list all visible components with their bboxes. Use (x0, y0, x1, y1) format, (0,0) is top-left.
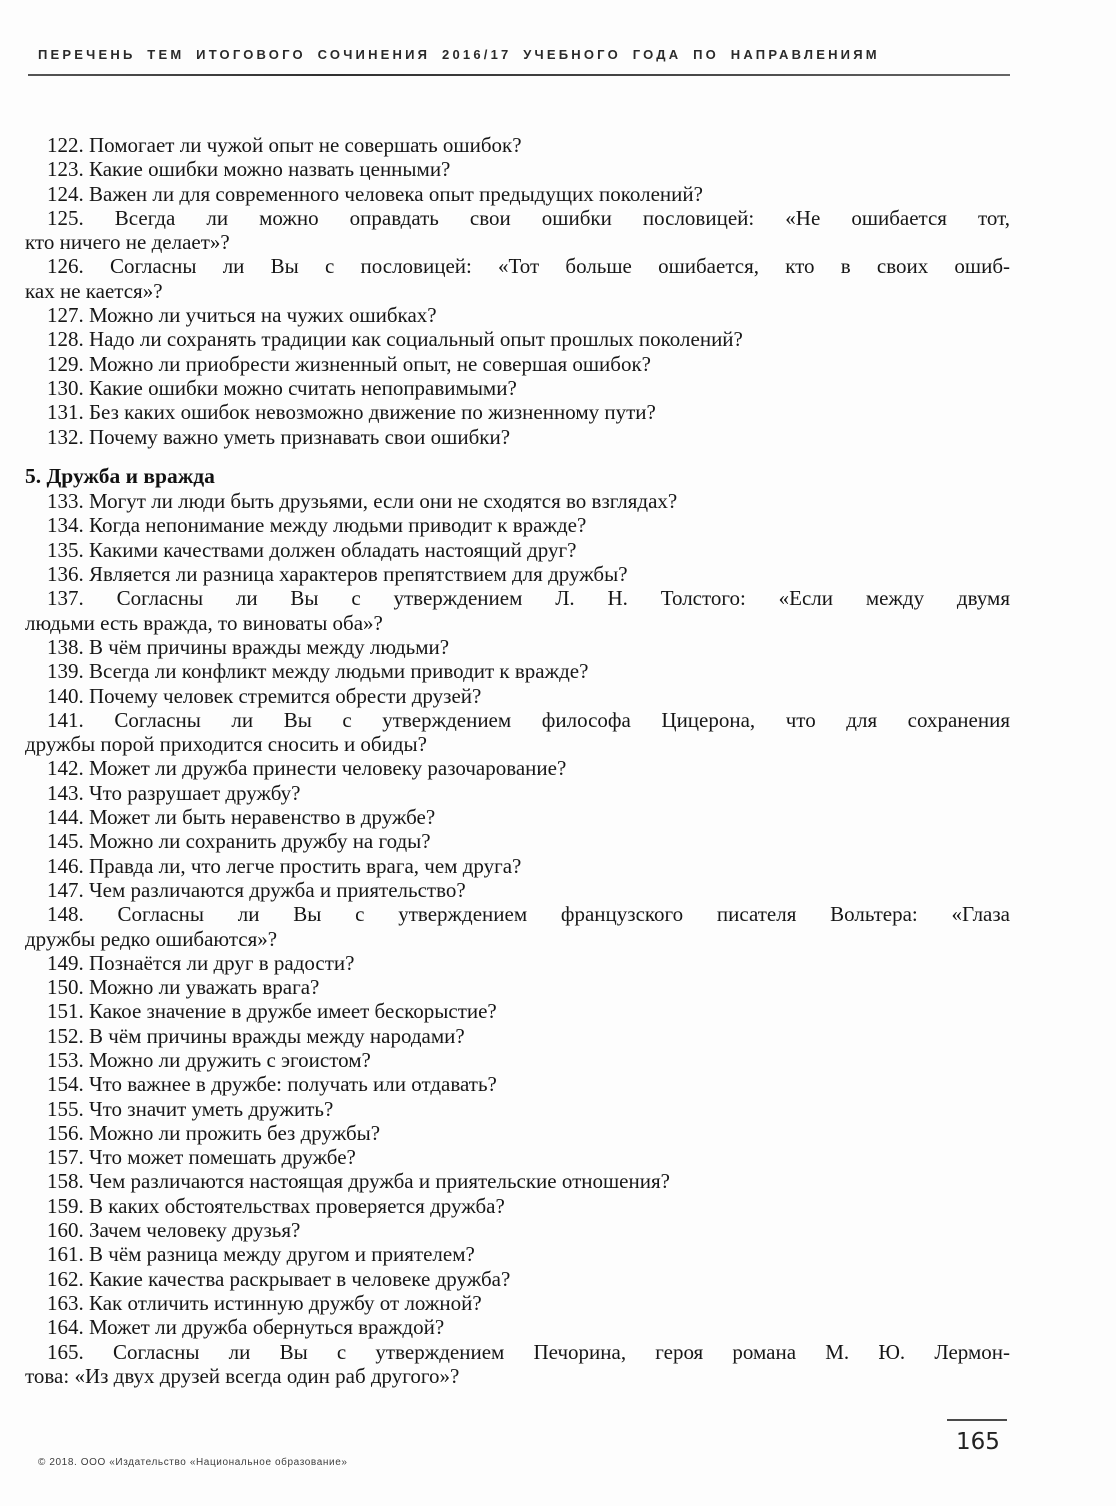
list-item-line: людьми есть вражда, то виноваты оба»? (25, 610, 383, 635)
list-item (25, 1340, 1010, 1389)
list-item (25, 1097, 1010, 1121)
list-item-line: 146. Правда ли, что легче простить врага, чем друга? (47, 853, 522, 878)
list-item (25, 878, 1010, 902)
list-item (25, 1169, 1010, 1193)
list-item-line: 140. Почему человек стремится обрести друзей? (47, 683, 482, 708)
list-item-line: 127. Можно ли учиться на чужих ошибках? (47, 303, 437, 328)
list-item (25, 562, 1010, 586)
list-item-line: 136. Является ли разница характеров препятствием для дружбы? (47, 562, 628, 587)
list-item (25, 352, 1010, 376)
list-item-line: кто ничего не делает»? (25, 230, 230, 255)
list-item (25, 1024, 1010, 1048)
list-item-line: 149. Познаётся ли друг в радости? (47, 950, 355, 975)
list-item-line: 153. Можно ли дружить с эгоистом? (47, 1047, 371, 1072)
list-item-line: 147. Чем различаются дружба и приятельство? (47, 877, 466, 902)
list-item-line: 129. Можно ли приобрести жизненный опыт, не совершая ошибок? (47, 351, 651, 376)
list-item-line: 155. Что значит уметь дружить? (47, 1096, 334, 1121)
list-item-line: 124. Важен ли для современного человека опыт предыдущих поколений? (47, 181, 703, 206)
list-item (25, 659, 1010, 683)
list-item (25, 1315, 1010, 1339)
list-item-line: ках не кается»? (25, 278, 163, 303)
list-item-line: 148. Согласны ли Вы с утверждением французского писателя Вольтера: «Глаза (47, 902, 1010, 927)
list-item (25, 1267, 1010, 1291)
list-item (25, 902, 1010, 951)
list-item (25, 1218, 1010, 1242)
topics-list (25, 133, 1010, 1388)
list-item (25, 781, 1010, 805)
list-item-line: 159. В каких обстоятельствах проверяется дружба? (47, 1193, 505, 1218)
list-item-line: 156. Можно ли прожить без дружбы? (47, 1120, 381, 1145)
list-item (25, 1194, 1010, 1218)
list-item (25, 1291, 1010, 1315)
list-item-line: 145. Можно ли сохранить дружбу на годы? (47, 829, 431, 854)
list-item (25, 586, 1010, 635)
list-item-line: 157. Что может помешать дружбе? (47, 1145, 356, 1170)
list-item-line: 134. Когда непонимание между людьми приводит к вражде? (47, 513, 587, 538)
list-item (25, 635, 1010, 659)
list-item-line: 154. Что важнее в дружбе: получать или отдавать? (47, 1072, 497, 1097)
list-item (25, 538, 1010, 562)
list-item-line: 130. Какие ошибки можно считать непоправимыми? (47, 375, 517, 400)
running-head: ПЕРЕЧЕНЬ ТЕМ ИТОГОВОГО СОЧИНЕНИЯ 2016/17 УЧЕБНОГО ГОДА ПО НАПРАВЛЕНИЯМ (38, 47, 880, 62)
topics-list-part-1 (25, 133, 1010, 449)
list-item-line: 152. В чём причины вражды между народами? (47, 1023, 465, 1048)
list-item-line: 150. Можно ли уважать врага? (47, 975, 320, 1000)
list-item (25, 327, 1010, 351)
list-item (25, 805, 1010, 829)
list-item (25, 999, 1010, 1023)
section-heading: 5. Дружба и вражда (25, 463, 215, 488)
list-item-line: 133. Могут ли люди быть друзьями, если они не сходятся во взглядах? (47, 489, 678, 514)
list-item-line: 141. Согласны ли Вы с утверждением философа Цицерона, что для сохранения (47, 707, 1010, 732)
topics-list-part-2 (25, 489, 1010, 1388)
copyright-line: © 2018. ООО «Издательство «Национальное образование» (38, 1457, 348, 1468)
list-item (25, 708, 1010, 757)
list-item-line: 144. Может ли быть неравенство в дружбе? (47, 805, 436, 830)
list-item-line: 125. Всегда ли можно оправдать свои ошибки пословицей: «Не ошибается тот, (47, 205, 1010, 230)
list-item (25, 1145, 1010, 1169)
list-item-line: 132. Почему важно уметь признавать свои ошибки? (47, 424, 511, 449)
page-number: 165 (956, 1429, 1000, 1455)
list-item (25, 756, 1010, 780)
list-item (25, 975, 1010, 999)
list-item-line: 158. Чем различаются настоящая дружба и приятельские отношения? (47, 1169, 670, 1194)
list-item (25, 684, 1010, 708)
list-item-line: 164. Может ли дружба обернуться враждой? (47, 1315, 445, 1340)
folio-rule (947, 1419, 1007, 1421)
list-item (25, 1242, 1010, 1266)
list-item (25, 206, 1010, 255)
list-item (25, 951, 1010, 975)
list-item-line: 135. Какими качествами должен обладать настоящий друг? (47, 537, 577, 562)
list-item-line: 137. Согласны ли Вы с утверждением Л. Н. Толстого: «Если между двумя (47, 586, 1010, 611)
list-item (25, 376, 1010, 400)
list-item (25, 513, 1010, 537)
list-item (25, 182, 1010, 206)
header-rule (28, 74, 1010, 76)
list-item-line: 165. Согласны ли Вы с утверждением Печорина, героя романа М. Ю. Лермон- (47, 1339, 1010, 1364)
list-item-line: 139. Всегда ли конфликт между людьми приводит к вражде? (47, 659, 589, 684)
list-item-line: 128. Надо ли сохранять традиции как социальный опыт прошлых поколений? (47, 327, 743, 352)
list-item-line: дружбы порой приходится сносить и обиды? (25, 732, 427, 757)
list-item-line: 160. Зачем человеку друзья? (47, 1218, 301, 1243)
list-item-line: 123. Какие ошибки можно назвать ценными? (47, 157, 451, 182)
list-item-line: 142. Может ли дружба принести человеку разочарование? (47, 756, 567, 781)
list-item (25, 829, 1010, 853)
list-item (25, 489, 1010, 513)
list-item (25, 425, 1010, 449)
list-item-line: 151. Какое значение в дружбе имеет бескорыстие? (47, 999, 497, 1024)
list-item-line: 162. Какие качества раскрывает в человеке дружба? (47, 1266, 511, 1291)
list-item-line: дружбы редко ошибаются»? (25, 926, 278, 951)
list-item-line: 143. Что разрушает дружбу? (47, 780, 301, 805)
list-item-line: това: «Из двух друзей всегда один раб другого»? (25, 1363, 460, 1388)
list-item-line: 126. Согласны ли Вы с пословицей: «Тот больше ошибается, кто в своих ошиб- (47, 254, 1010, 279)
list-item (25, 1048, 1010, 1072)
list-item (25, 400, 1010, 424)
list-item (25, 854, 1010, 878)
list-item-line: 163. Как отличить истинную дружбу от ложной? (47, 1290, 482, 1315)
list-item (25, 303, 1010, 327)
list-item-line: 131. Без каких ошибок невозможно движение по жизненному пути? (47, 400, 656, 425)
list-item (25, 133, 1010, 157)
list-item (25, 254, 1010, 303)
list-item (25, 157, 1010, 181)
list-item-line: 138. В чём причины вражды между людьми? (47, 634, 450, 659)
list-item (25, 1121, 1010, 1145)
list-item (25, 1072, 1010, 1096)
list-item-line: 161. В чём разница между другом и приятелем? (47, 1242, 475, 1267)
list-item-line: 122. Помогает ли чужой опыт не совершать ошибок? (47, 133, 522, 157)
